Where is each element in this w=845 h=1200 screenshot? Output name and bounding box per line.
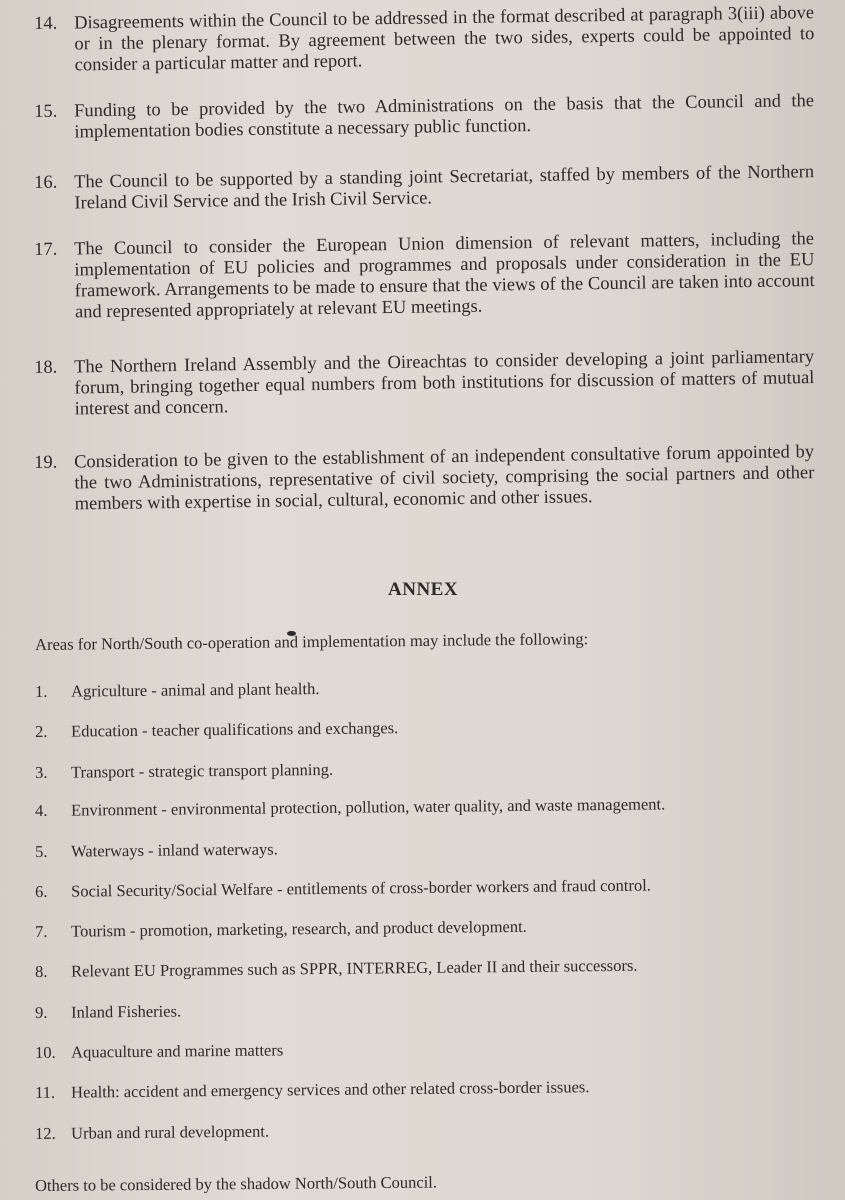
annex-item-text: Social Security/Social Welfare - entitlements of cross-border workers and fraud control.: [70, 875, 651, 901]
paragraph-15: [34, 91, 815, 144]
annex-item-number: 2.: [35, 721, 48, 741]
paragraph-text: Funding to be provided by the two Administrations on the basis that the Council and the implementation bodies constitute a necessary public function.: [73, 91, 815, 143]
paragraph-number: 15.: [34, 101, 58, 122]
annex-intro: Areas for North/South co-operation and implementation may include the following:: [35, 629, 589, 654]
paragraph-text: Consideration to be given to the establishment of an independent consultative forum appointed by the two Administrations, representative of civil society, comprising the social partners and other members with expertise in social, cultural, economic and other issues.: [73, 442, 815, 515]
annex-item: [35, 794, 665, 821]
annex-item-number: 12.: [35, 1123, 56, 1143]
annex-footer-note: Others to be considered by the shadow North/South Council.: [35, 1172, 438, 1195]
annex-item-text: Transport - strategic transport planning.: [70, 759, 334, 782]
annex-item: [35, 1001, 181, 1023]
annex-item-number: 1.: [35, 681, 48, 701]
annex-item-number: 6.: [35, 881, 48, 901]
annex-item-number: 4.: [35, 800, 48, 820]
annex-item-text: Environment - environmental protection, pollution, water quality, and waste management.: [70, 794, 666, 820]
paragraph-18: [34, 347, 815, 421]
annex-item-number: 8.: [35, 961, 48, 981]
annex-item-text: Urban and rural development.: [70, 1121, 270, 1143]
annex-item: [35, 1040, 283, 1063]
annex-item: [35, 956, 638, 982]
annex-item-number: 5.: [35, 841, 48, 861]
paragraph-text: The Council to be supported by a standing joint Secretariat, staffed by members of the Northern Ireland Civil Service and the Irish Civil Service.: [73, 162, 815, 214]
annex-item: [35, 917, 527, 942]
annex-item: [35, 679, 320, 702]
annex-item-number: 11.: [35, 1082, 56, 1102]
annex-item-number: 3.: [35, 762, 48, 782]
annex-item: [35, 839, 278, 862]
annex-heading: ANNEX: [388, 579, 459, 600]
annex-item-text: Inland Fisheries.: [70, 1001, 182, 1022]
paragraph-number: 19.: [34, 452, 58, 473]
paragraph-text: Disagreements within the Council to be addressed in the format described at paragraph 3(iii) above or in the plenary format. By agreement between the two sides, experts could be appointed to consider a particular matter and report.: [73, 3, 815, 76]
paragraph-16: [34, 162, 815, 215]
annex-item-text: Aquaculture and marine matters: [70, 1040, 284, 1062]
paragraph-17: [34, 229, 815, 324]
paragraph-19: [34, 442, 815, 516]
annex-item-text: Agriculture - animal and plant health.: [70, 679, 320, 701]
annex-item-number: 7.: [35, 921, 48, 941]
annex-item-text: Waterways - inland waterways.: [70, 839, 278, 861]
annex-item: [35, 1122, 269, 1144]
annex-item-text: Relevant EU Programmes such as SPPR, INTERREG, Leader II and their successors.: [70, 955, 638, 981]
paragraph-text: The Northern Ireland Assembly and the Oireachtas to consider developing a joint parliamentary forum, bringing together equal numbers from both institutions for discussion of matters of mutual interest and concern.: [73, 347, 815, 420]
annex-item-text: Health: accident and emergency services and other related cross-border issues.: [70, 1077, 590, 1102]
annex-item-text: Education - teacher qualifications and exchanges.: [70, 718, 399, 741]
paragraph-number: 18.: [34, 357, 58, 378]
annex-item: [35, 718, 398, 742]
annex-item-number: 10.: [35, 1042, 56, 1062]
annex-item: [35, 876, 651, 902]
annex-item-text: Tourism - promotion, marketing, research, and product development.: [70, 916, 527, 941]
annex-item: [35, 1077, 590, 1103]
annex-item-number: 9.: [35, 1002, 48, 1022]
paragraph-14: [34, 3, 815, 77]
paragraph-number: 14.: [34, 13, 58, 34]
paragraph-number: 16.: [34, 172, 58, 193]
annex-item: [35, 760, 333, 783]
paragraph-number: 17.: [34, 239, 58, 260]
paragraph-text: The Council to consider the European Union dimension of relevant matters, including the implementation of EU policies and programmes and proposals under consideration in the EU framework. Arrangements to be made to ensure that the views of the Council are taken into account and represented appropriately at relevant EU meetings.: [73, 229, 815, 323]
